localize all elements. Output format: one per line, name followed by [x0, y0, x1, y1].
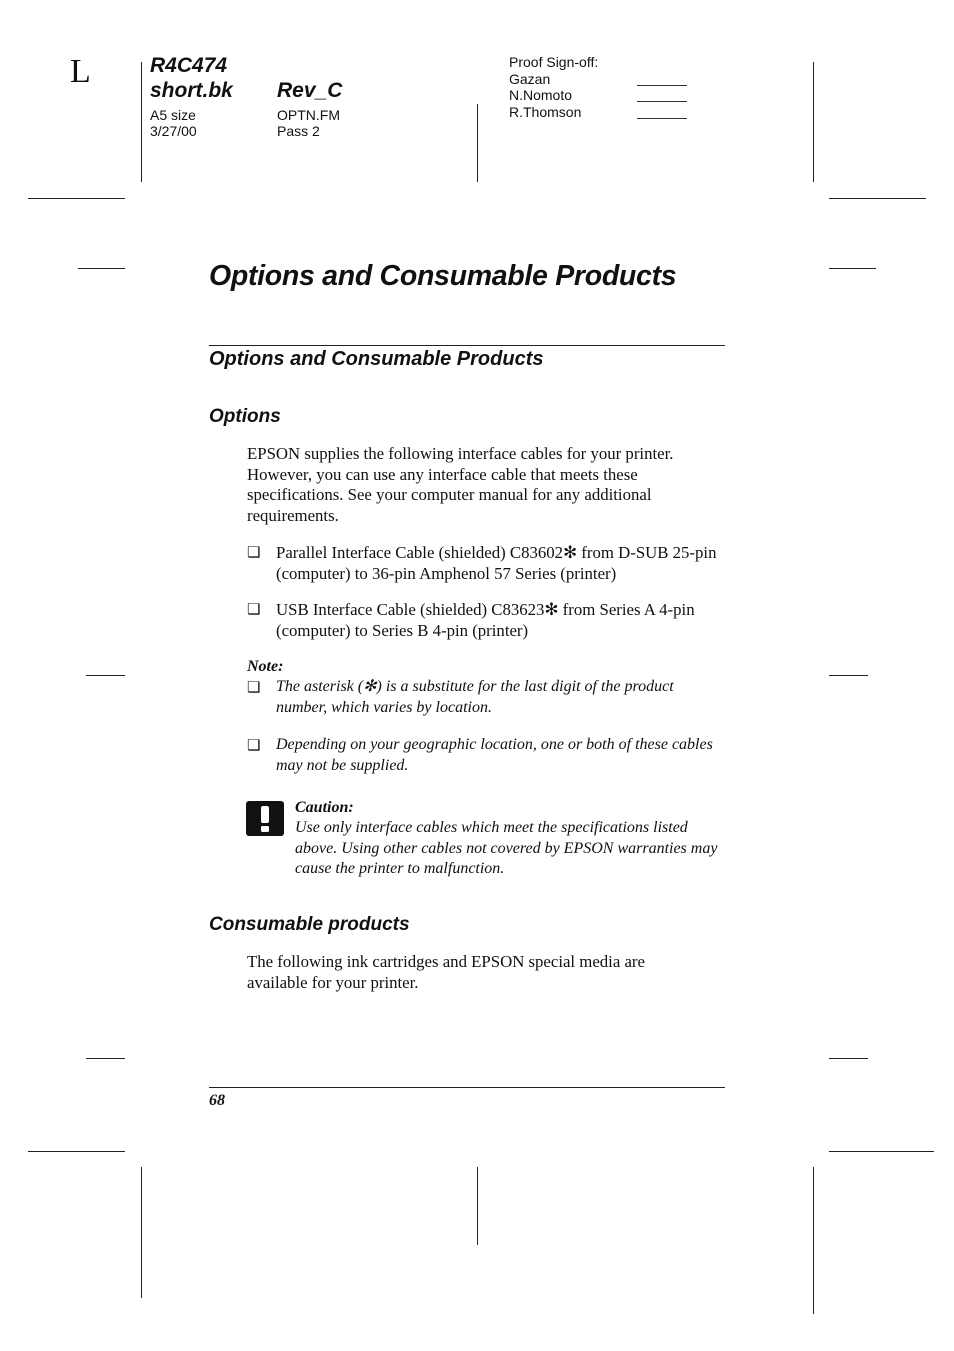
note-label: Note: [247, 658, 284, 675]
signoff-line [637, 118, 687, 119]
caution-text: Use only interface cables which meet the specifications listed above. Using other cables not covered by EPSON warranties may cause the printer to malfunction. [295, 819, 718, 877]
crop-mark [813, 1167, 814, 1314]
header-size: A5 size [150, 107, 196, 123]
crop-mark [813, 62, 814, 182]
consumables-intro: The following ink cartridges and EPSON special media are available for your printer. [247, 952, 645, 992]
bullet-checkbox-icon: ❏ [247, 680, 261, 696]
footer-rule [209, 1087, 725, 1088]
header-code: R4C474 [150, 54, 228, 77]
header-book: short.bk [150, 79, 233, 102]
page-number: 68 [209, 1092, 225, 1109]
consumables-heading: Consumable products [209, 914, 410, 935]
proof-signoff-label: Proof Sign-off: [509, 54, 599, 70]
proof-name: R.Thomson [509, 104, 582, 120]
header-pass: Pass 2 [277, 123, 320, 139]
caution-icon [246, 801, 284, 836]
header-date: 3/27/00 [150, 123, 197, 139]
crop-mark [477, 1167, 478, 1245]
bullet-usb-cable: USB Interface Cable (shielded) C83623✻ from Series A 4-pin (computer) to Series B 4-pin (printer) [276, 600, 695, 640]
crop-mark [829, 1058, 868, 1059]
header-file: OPTN.FM [277, 107, 340, 123]
bullet-checkbox-icon: ❏ [247, 738, 261, 754]
signoff-line [637, 85, 687, 86]
crop-mark [78, 268, 125, 269]
section-rule [209, 345, 725, 346]
crop-mark [28, 1151, 125, 1152]
options-heading: Options [209, 406, 281, 427]
crop-mark [86, 675, 125, 676]
crop-mark [141, 62, 142, 182]
crop-mark [477, 104, 478, 182]
corner-mark: L [70, 53, 91, 90]
header-revision: Rev_C [277, 79, 343, 102]
crop-mark [829, 268, 876, 269]
bullet-parallel-cable: Parallel Interface Cable (shielded) C83602✻ from D-SUB 25-pin (computer) to 36-pin Amphenol 57 Series (printer) [276, 543, 717, 583]
note-asterisk: The asterisk (✻) is a substitute for the last digit of the product number, which varies by location. [276, 678, 674, 716]
options-intro: EPSON supplies the following interface cables for your printer. However, you can use any interface cable that meets these specifications. See your computer manual for any additional requirements. [247, 444, 674, 525]
crop-mark [86, 1058, 125, 1059]
signoff-line [637, 101, 687, 102]
page-title: Options and Consumable Products [209, 260, 677, 292]
caution-label: Caution: [295, 799, 354, 816]
bullet-checkbox-icon: ❏ [247, 602, 261, 618]
proof-name: N.Nomoto [509, 87, 573, 103]
exclamation-icon [246, 801, 284, 836]
crop-mark [829, 1151, 934, 1152]
bullet-checkbox-icon: ❏ [247, 545, 261, 561]
crop-mark [829, 675, 868, 676]
section-heading: Options and Consumable Products [209, 348, 544, 370]
proof-name: Gazan [509, 71, 551, 87]
crop-mark [28, 198, 125, 199]
note-location: Depending on your geographic location, one or both of these cables may not be supplied. [276, 736, 713, 774]
crop-mark [141, 1167, 142, 1298]
crop-mark [829, 198, 926, 199]
